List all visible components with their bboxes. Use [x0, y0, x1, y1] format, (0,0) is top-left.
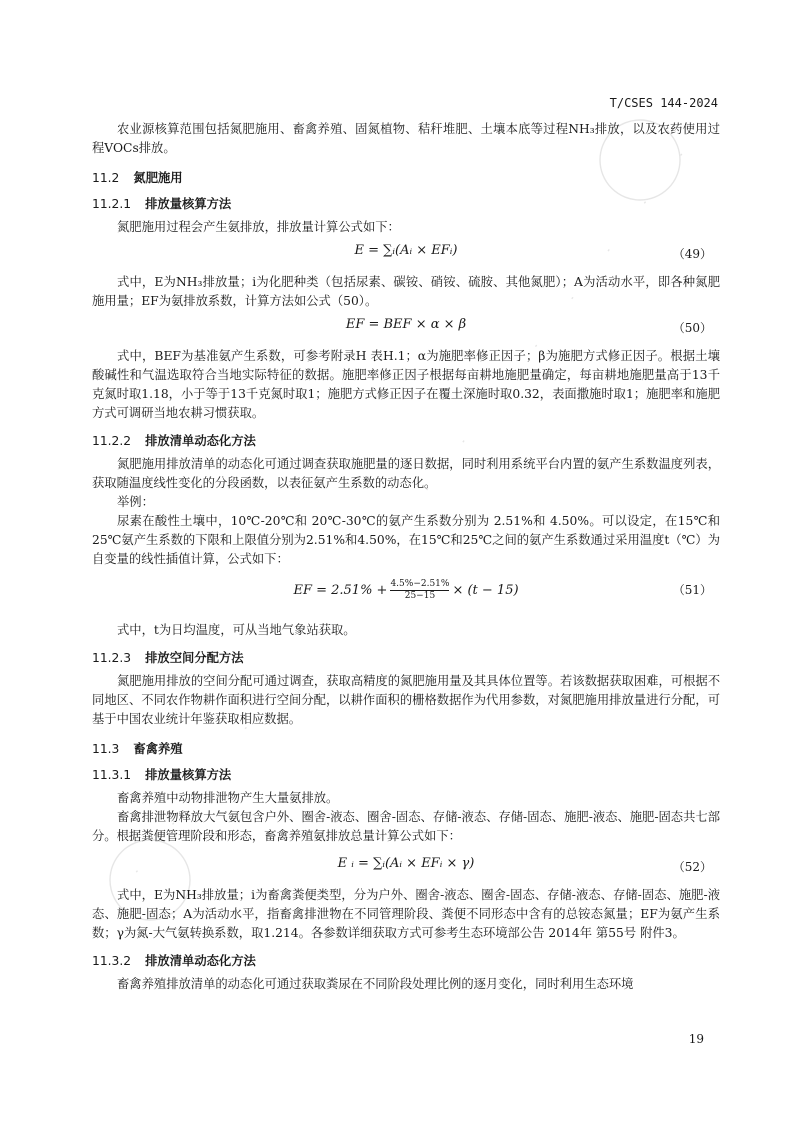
intro-paragraph: 农业源核算范围包括氮肥施用、畜禽养殖、固氮植物、秸秆堆肥、土壤本底等过程NH₃排放，以及农药使用过程VOCs排放。 [92, 122, 720, 155]
equation-51-numerator: 4.5%−2.51% [390, 579, 450, 589]
section-11-3-1-heading: 11.3.1 排放量核算方法 [92, 768, 232, 782]
equation-51-number: （51） [672, 583, 712, 597]
eq52-description: 式中，E为NH₃排放量；i为畜禽粪便类型，分为户外、圈舍-液态、圈舍-固态、存储-液态、存储-固态、施肥-液态、施肥-固态；A为活动水平，指畜禽排泄物在不同管理阶段、粪便不同形态中含有的总铵态氮量；EF为氨产生系数；γ为氮-大气氨转换系数，取1.214。各参数详细获取方式可参考生态环境部公告 2014年 第55号 附件3。 [92, 888, 720, 940]
equation-49-number: （49） [672, 247, 712, 261]
equation-51-body [92, 579, 720, 602]
section-11-3-heading: 11.3 畜禽养殖 [92, 742, 183, 756]
equation-52-number: （52） [672, 860, 712, 874]
page-content [92, 120, 720, 994]
equation-49-body: E = ∑ᵢ(Aᵢ × EFᵢ) [354, 243, 458, 258]
section-11-3-2-heading: 11.3.2 排放清单动态化方法 [92, 954, 256, 968]
calc-intro-paragraph: 氮肥施用过程会产生氨排放，排放量计算公式如下： [117, 220, 400, 234]
page-number: 19 [688, 1032, 704, 1046]
equation-51 [92, 579, 720, 613]
section-11-2-2-heading: 11.2.2 排放清单动态化方法 [92, 434, 256, 448]
equation-51-lhs: EF = 2.51% + [293, 583, 388, 598]
eq50-description: 式中，BEF为基准氨产生系数，可参考附录H 表H.1；α为施肥率修正因子；β为施肥方式修正因子。根据土壤酸碱性和气温选取符合当地实际特征的数据。施肥率修正因子根据每亩耕地施肥量确定，每亩耕地施肥量高于13千克氮时取1.18，小于等于13千克氮时取1；施肥方式修正因子在覆土深施时取0.32，表面撒施时取1；施肥率和施肥方式可调研当地农耕习惯获取。 [92, 349, 720, 420]
standard-number: T/CSES 144-2024 [609, 96, 718, 110]
section-11-2-heading: 11.2 氮肥施用 [92, 171, 183, 185]
equation-51-denominator: 25−15 [404, 591, 436, 601]
spatial-paragraph: 氮肥施用排放的空间分配可通过调查，获取高精度的氮肥施用量及其具体位置等。若该数据获取困难，可根据不同地区、不同农作物耕作面积进行空间分配，以耕作面积的栅格数据作为代用参数，对氮肥施用排放量进行分配，可基于中国农业统计年鉴获取相应数据。 [92, 674, 720, 726]
urea-paragraph: 尿素在酸性土壤中，10℃-20℃和 20℃-30℃的氨产生系数分别为 2.51%和 4.50%。可以设定，在15℃和25℃氨产生系数的下限和上限值分别为2.51%和4.50%，在15℃和25℃之间的氨产生系数通过采用温度t（℃）为自变量的线性插值计算，公式如下： [92, 514, 720, 566]
equation-50-number: （50） [672, 321, 712, 335]
example-label: 举例： [117, 495, 154, 509]
livestock-paragraph-2: 畜禽排泄物释放大气氨包含户外、圈舍-液态、圈舍-固态、存储-液态、存储-固态、施肥-液态、施肥-固态共七部分。根据粪便管理阶段和形态，畜禽养殖氨排放总量计算公式如下： [92, 810, 720, 843]
equation-51-fraction [390, 579, 449, 602]
equation-50 [92, 317, 720, 343]
eq51-description: 式中，t为日均温度，可从当地气象站获取。 [117, 623, 356, 637]
equation-51-rhs: × (t − 15) [452, 583, 519, 598]
dynamic-paragraph: 氮肥施用排放清单的动态化可通过调查获取施肥量的逐日数据，同时利用系统平台内置的氨产生系数温度列表，获取随温度线性变化的分段函数，以表征氨产生系数的动态化。 [92, 457, 720, 490]
livestock-dynamic-paragraph: 畜禽养殖排放清单的动态化可通过获取粪尿在不同阶段处理比例的逐月变化，同时利用生态环境 [117, 977, 634, 991]
equation-50-body: EF = BEF × α × β [345, 317, 467, 332]
eq49-description: 式中，E为NH₃排放量；i为化肥种类（包括尿素、碳铵、硝铵、硫胺、其他氮肥）；A为活动水平，即各种氮肥施用量；EF为氨排放系数，计算方法如公式（50）。 [92, 275, 720, 308]
equation-52 [92, 856, 720, 882]
equation-49 [92, 243, 720, 269]
livestock-paragraph-1: 畜禽养殖中动物排泄物产生大量氨排放。 [117, 791, 339, 805]
section-11-2-3-heading: 11.2.3 排放空间分配方法 [92, 651, 244, 665]
equation-52-body: E ᵢ = ∑ᵢ(Aᵢ × EFᵢ × γ) [337, 856, 475, 871]
section-11-2-1-heading: 11.2.1 排放量核算方法 [92, 197, 232, 211]
